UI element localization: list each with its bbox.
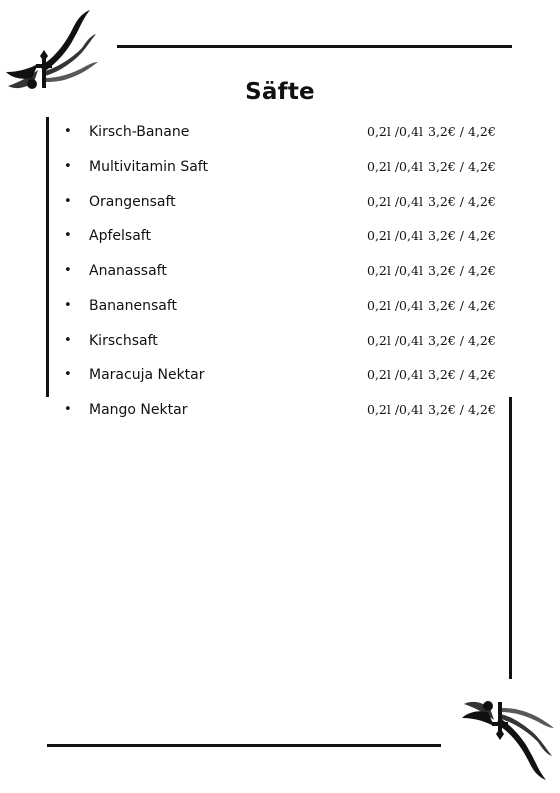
juice-menu-list [60,118,510,431]
winged-cross-emblem-icon [458,692,558,784]
menu-item-size: 0,2l /0,4l [367,158,423,174]
menu-item-price: 3,2€ / 4,2€ [428,193,496,209]
menu-item [60,327,510,362]
menu-item-name: Mango Nektar [89,402,188,418]
bullet-icon: • [64,297,72,313]
menu-item-name: Kirsch-Banane [89,124,190,140]
menu-item-size: 0,2l /0,4l [367,402,423,417]
menu-item-name: Multivitamin Saft [89,158,208,175]
menu-item [60,118,510,153]
menu-item-price: 3,2€ / 4,2€ [428,332,496,348]
bullet-icon: • [64,263,72,278]
menu-item-name: Apfelsaft [89,228,151,245]
menu-item [60,222,510,257]
bullet-icon: • [64,402,72,417]
menu-item-size: 0,2l /0,4l [367,367,423,383]
bullet-icon: • [64,332,72,348]
menu-item-price: 3,2€ / 4,2€ [428,297,496,313]
menu-item-size: 0,2l /0,4l [367,297,423,313]
menu-item [60,153,510,188]
left-rule [46,117,49,397]
menu-item-name: Orangensaft [89,193,176,210]
menu-item [60,188,510,223]
bullet-icon: • [64,193,72,209]
top-rule [117,45,512,48]
menu-item [60,361,510,396]
menu-item-name: Maracuja Nektar [89,367,205,384]
menu-item-size: 0,2l /0,4l [367,193,423,209]
right-rule [509,397,512,679]
menu-item [60,396,510,431]
bullet-icon: • [64,367,72,383]
menu-item [60,257,510,292]
menu-item-name: Ananassaft [89,263,167,279]
menu-item-size: 0,2l /0,4l [367,263,423,278]
menu-item-price: 3,2€ / 4,2€ [428,158,496,174]
menu-item-name: Bananensaft [89,297,178,314]
menu-item-price: 3,2€ / 4,2€ [428,402,496,417]
menu-item-name: Kirschsaft [89,332,158,349]
bullet-icon: • [64,158,72,174]
menu-item [60,292,510,327]
bullet-icon: • [64,228,72,244]
menu-item-size: 0,2l /0,4l [367,332,423,348]
menu-item-size: 0,2l /0,4l [367,124,423,139]
menu-item-price: 3,2€ / 4,2€ [428,263,496,278]
menu-item-size: 0,2l /0,4l [367,228,423,244]
menu-item-price: 3,2€ / 4,2€ [428,124,496,139]
menu-item-price: 3,2€ / 4,2€ [428,228,496,244]
page-title: Säfte [245,79,315,106]
menu-item-price: 3,2€ / 4,2€ [428,367,496,383]
bullet-icon: • [64,124,72,139]
bottom-rule [47,744,441,747]
